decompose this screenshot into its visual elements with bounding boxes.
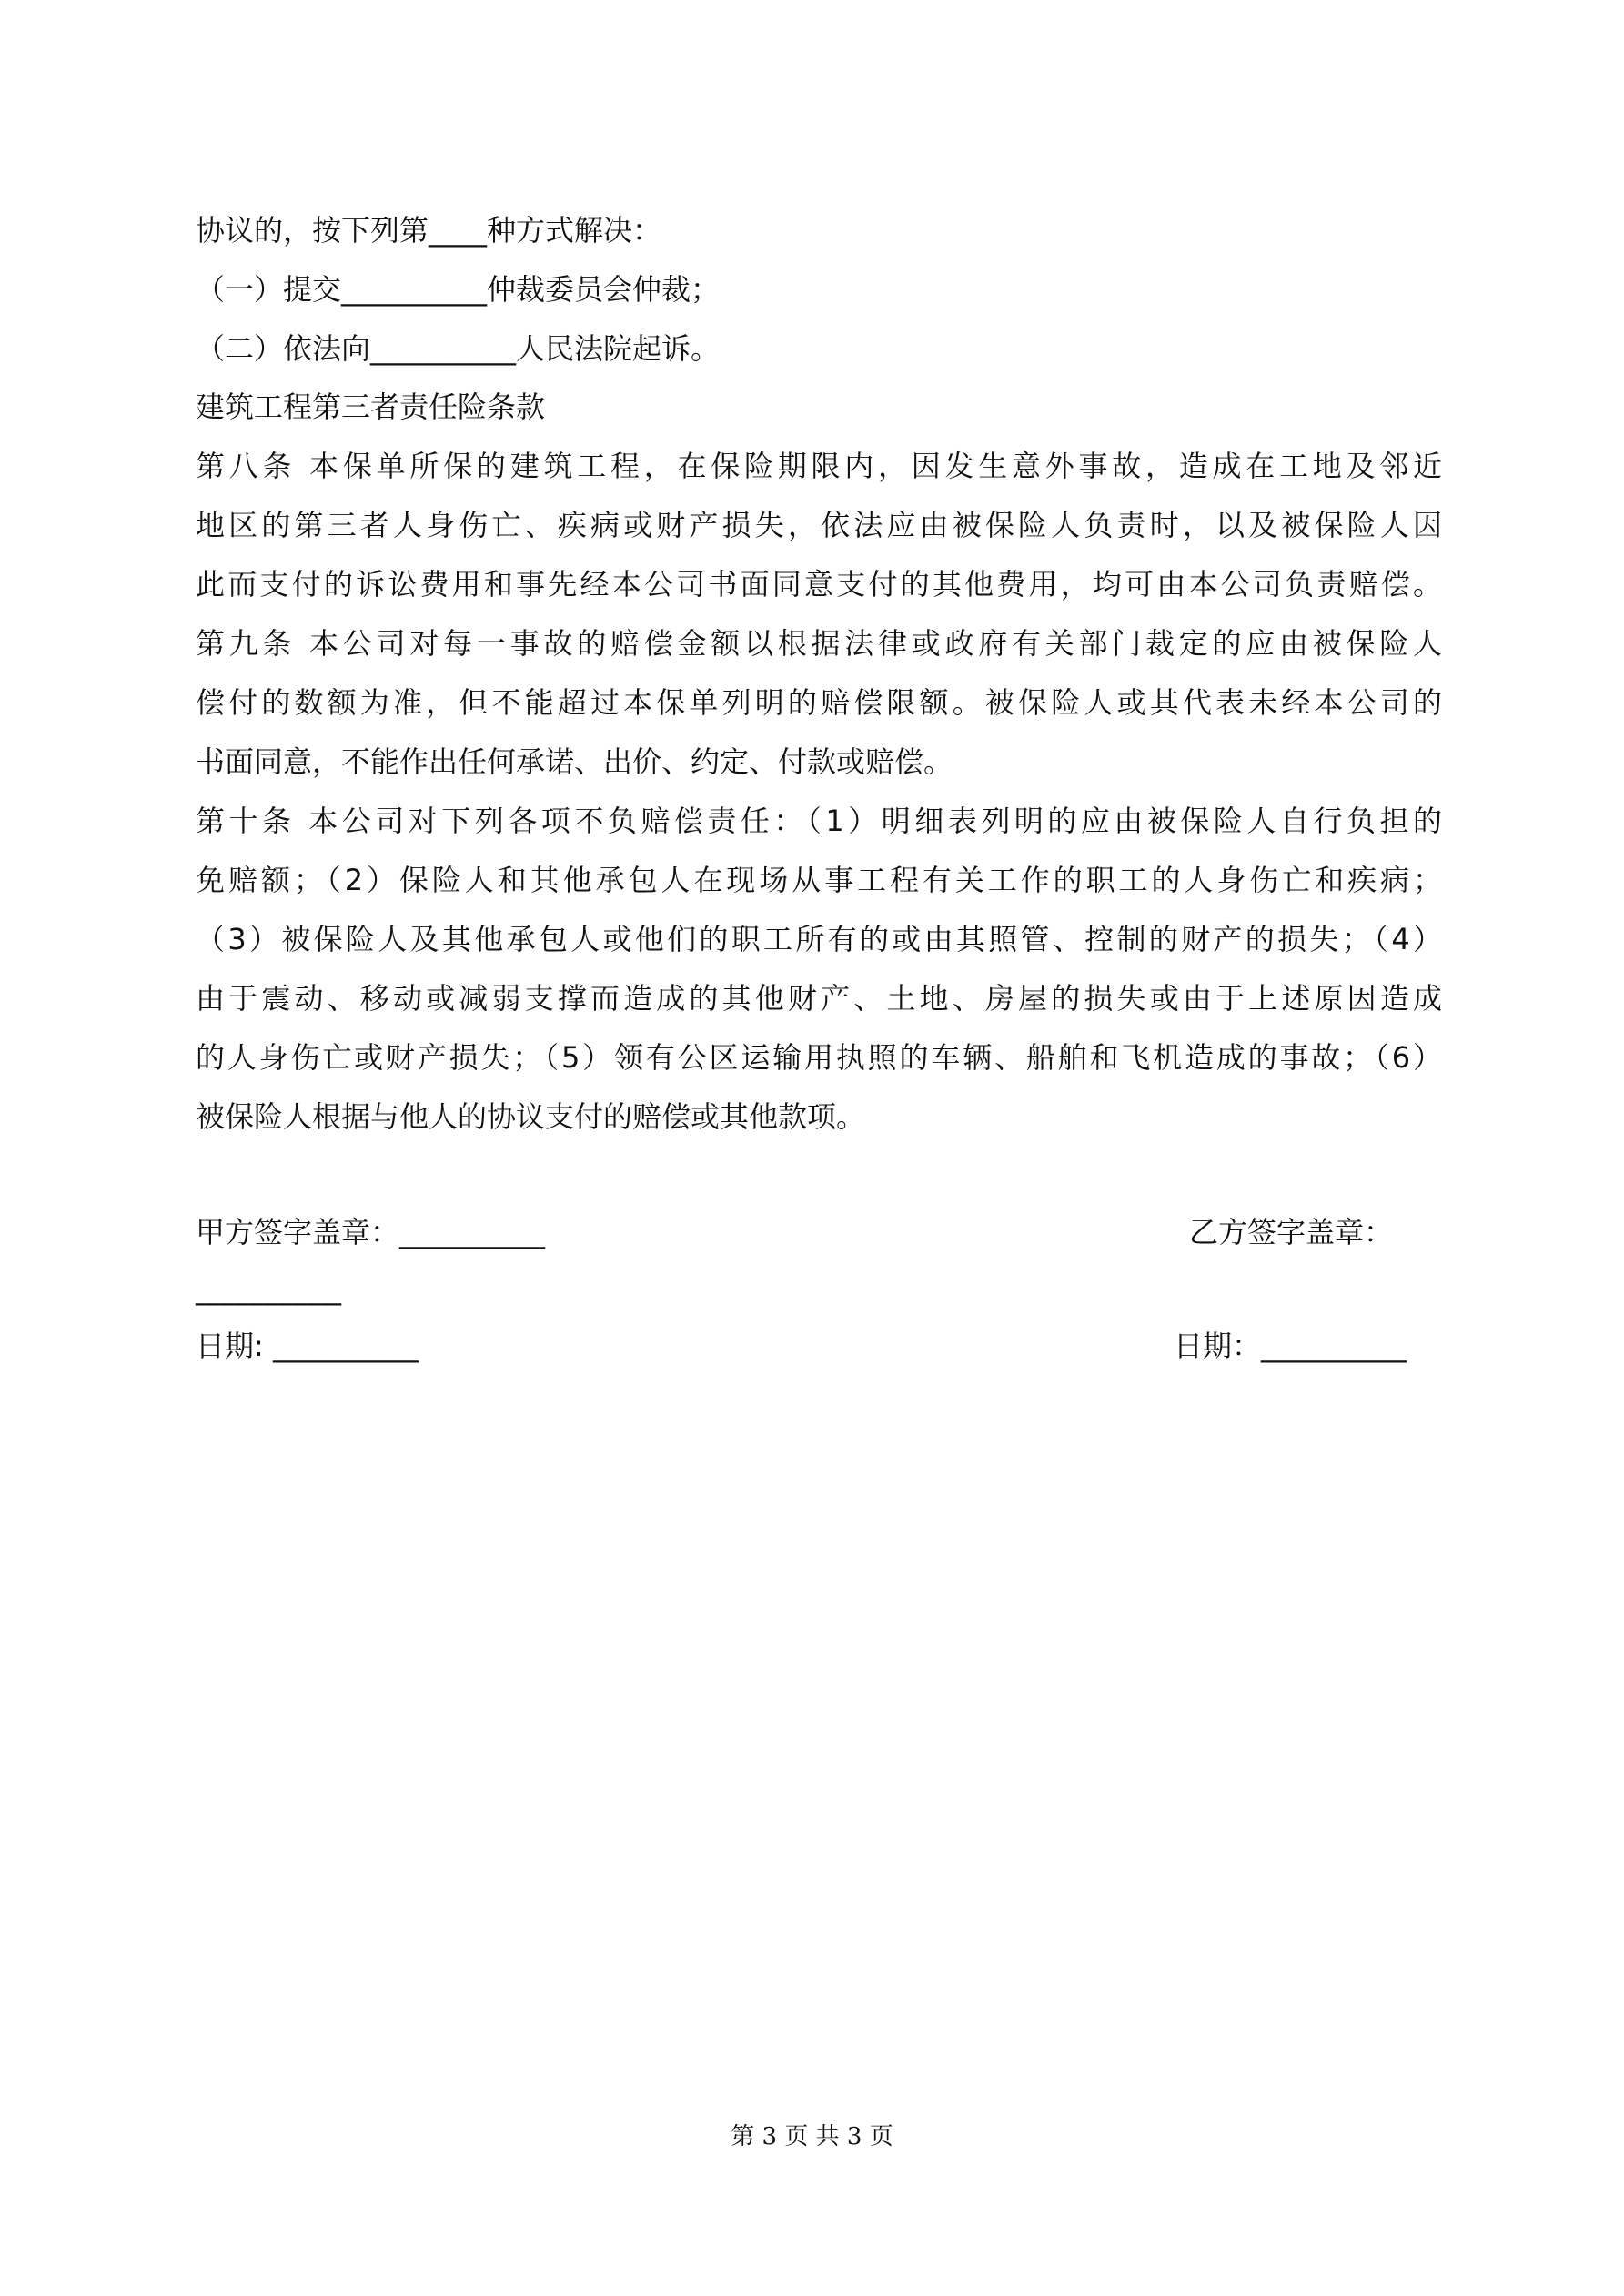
party-b-date: 日期：__________ bbox=[1174, 1329, 1407, 1363]
party-b-signature-blank: __________ bbox=[196, 1271, 341, 1306]
party-b-signature: 乙方签字盖章： bbox=[1189, 1215, 1394, 1249]
court-option-line: （二）依法向__________人民法院起诉。 bbox=[196, 331, 721, 366]
clause-intro-line: 协议的，按下列第____种方式解决： bbox=[196, 213, 662, 248]
party-a-signature: 甲方签字盖章：__________ bbox=[196, 1215, 546, 1249]
article-10-line-2: 免赔额；（2）保险人和其他承包人在现场从事工程有关工作的职工的人身伤亡和疾病； bbox=[196, 863, 1442, 897]
arbitration-option-line: （一）提交__________仲裁委员会仲裁； bbox=[196, 272, 721, 307]
article-9-line-2: 偿付的数额为准，但不能超过本保单列明的赔偿限额。被保险人或其代表未经本公司的 bbox=[196, 685, 1442, 720]
article-8-line-1: 第八条 本保单所保的建筑工程，在保险期限内，因发生意外事故，造成在工地及邻近 bbox=[196, 449, 1442, 483]
section-heading: 建筑工程第三者责任险条款 bbox=[196, 389, 546, 424]
party-a-date: 日期: __________ bbox=[196, 1329, 419, 1363]
article-10-line-4: 由于震动、移动或减弱支撑而造成的其他财产、土地、房屋的损失或由于上述原因造成 bbox=[196, 981, 1442, 1016]
article-10-line-6: 被保险人根据与他人的协议支付的赔偿或其他款项。 bbox=[196, 1099, 866, 1134]
article-10-line-3: （3）被保险人及其他承包人或他们的职工所有的或由其照管、控制的财产的损失；（4） bbox=[196, 922, 1442, 956]
article-9-line-1: 第九条 本公司对每一事故的赔偿金额以根据法律或政府有关部门裁定的应由被保险人 bbox=[196, 626, 1442, 661]
article-10-line-1: 第十条 本公司对下列各项不负赔偿责任：（1）明细表列明的应由被保险人自行负担的 bbox=[196, 804, 1442, 838]
article-9-line-3: 书面同意，不能作出任何承诺、出价、约定、付款或赔偿。 bbox=[196, 744, 953, 779]
page-number-footer: 第 3 页 共 3 页 bbox=[731, 2123, 893, 2150]
article-8-line-3: 此而支付的诉讼费用和事先经本公司书面同意支付的其他费用，均可由本公司负责赔偿。 bbox=[196, 567, 1442, 602]
article-10-line-5: 的人身伤亡或财产损失；（5）领有公区运输用执照的车辆、船舶和飞机造成的事故；（6） bbox=[196, 1040, 1442, 1075]
article-8-line-2: 地区的第三者人身伤亡、疾病或财产损失，依法应由被保险人负责时，以及被保险人因 bbox=[196, 508, 1442, 542]
